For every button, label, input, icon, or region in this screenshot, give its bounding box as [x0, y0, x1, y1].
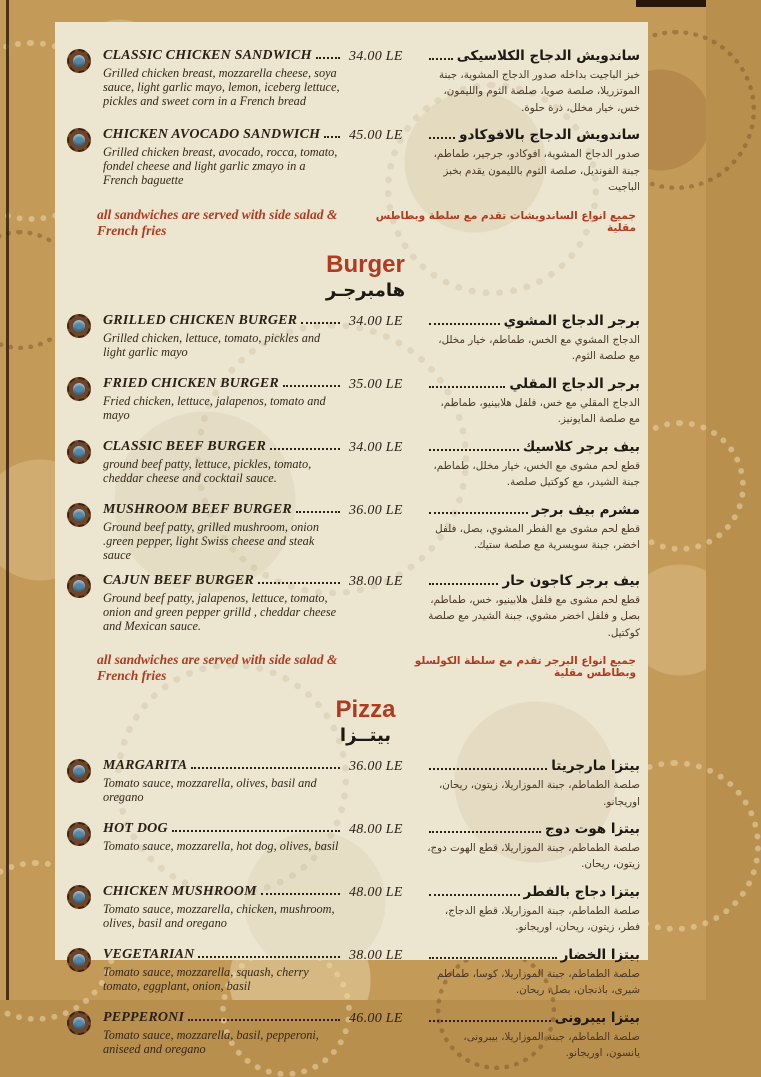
item-desc-ar: قطع لحم مشوى مع الفطر المشوي، بصل، فلفل اخضر، جبنة سويسرية مع صلصة ستيك. [435, 522, 640, 552]
item-name-en: HOT DOG [103, 820, 168, 836]
item-desc-ar: صلصة الطماطم، جبنة الموزاريلا، زيتون، ريحان، اوريجانو. [438, 779, 640, 808]
item-desc-ar: الدجاج المشوي مع الخس، طماطم، خيار مخلل، مع صلصة الثوم. [438, 333, 640, 363]
menu-item-row [61, 1010, 640, 1062]
serving-note-ar: جميع انواع الساندويشات تقدم مع سلطة وبطاطس مقلية [375, 209, 636, 234]
dot-leader [429, 894, 520, 896]
serving-note-en: all sandwiches are served with side salad & French fries [97, 652, 338, 684]
item-price: 34.00 LE [349, 49, 403, 64]
menu-item-row [61, 127, 640, 195]
item-name-en: GRILLED CHICKEN BURGER [103, 312, 298, 328]
item-desc-en: Tomato sauce, mozzarella, basil, pepperoni, aniseed and oregano [103, 1027, 319, 1056]
section-pizza [61, 696, 640, 1062]
dot-leader [429, 583, 498, 585]
item-name-ar: بيتزا الخضار [560, 946, 640, 963]
stamp-badge-icon [67, 377, 91, 401]
item-desc-en: Fried chicken, lettuce, jalapenos, tomato and mayo [103, 393, 326, 422]
item-price: 35.00 LE [349, 376, 403, 392]
stamp-badge-icon [67, 128, 91, 152]
menu-item-row [61, 884, 640, 936]
section-heading-en: Burger [326, 250, 405, 278]
item-price: 48.00 LE [349, 884, 403, 900]
stamp-badge-icon [67, 885, 91, 909]
item-price: 34.00 LE [349, 439, 403, 455]
item-name-en: PEPPERONI [103, 1009, 185, 1025]
menu-item-row [61, 376, 640, 428]
stamp-badge-icon [67, 574, 91, 598]
section-heading-en: Pizza [335, 696, 396, 724]
item-name-en: MUSHROOM BEEF BURGER [103, 501, 292, 517]
item-name-en: VEGETARIAN [103, 946, 195, 962]
item-desc-en: Tomato sauce, mozzarella, chicken, mushroom, olives, basil and oregano [103, 901, 335, 930]
item-name-en: FRIED CHICKEN BURGER [103, 375, 279, 391]
item-desc-ar: قطع لحم مشوى مع الخس، خيار مخلل، طماطم، جبنة الشيدر، مع كوكتيل صلصة. [433, 459, 640, 489]
item-desc-en: Grilled chicken breast, mozzarella cheese, soya sauce, light garlic mayo, lemon, iceberg lettuce, pickles and sweet corn in a French bread [103, 66, 340, 108]
item-name-en: CHICKEN AVOCADO SANDWICH [103, 127, 321, 143]
item-name-ar: بيتزا هوت دوج [545, 820, 640, 837]
dot-leader [429, 386, 505, 388]
stamp-badge-icon [67, 503, 91, 527]
item-name-en: CLASSIC BEEF BURGER [103, 438, 267, 454]
dot-leader [429, 449, 519, 451]
menu-item-row [61, 758, 640, 810]
section-heading-ar: بيتــزا [339, 725, 392, 747]
item-name-ar: ساندويش الدجاج الكلاسيكى [456, 48, 640, 64]
dot-leader [429, 957, 557, 959]
item-desc-en: Ground beef patty, grilled mushroom, onion .green pepper, light Swiss cheese and steak sauce [103, 519, 319, 562]
item-desc-ar: قطع لحم مشوى مع فلفل هلابينيو، خس، طماطم، بصل و فلفل اخضر مشوي، جبنة الشيدر مع صلصة كوكتيل. [428, 593, 640, 639]
dot-leader [283, 385, 340, 387]
item-name-ar: بيتزا بيبرونى [554, 1009, 640, 1026]
stamp-badge-icon [67, 440, 91, 464]
item-desc-en: ground beef patty, lettuce, pickles, tomato, cheddar cheese and cocktail sauce. [103, 456, 312, 485]
menu-item-row [61, 313, 640, 365]
item-desc-ar: صلصة الطماطم، جبنة الموزاريلا، قطع الدجاج، فطر، زيتون، ريحان، اوريجانو. [444, 904, 640, 934]
item-desc-en: Grilled chicken breast, avocado, rocca, tomato, fondel cheese and light garlic zmayo in a French baguette [103, 145, 338, 188]
section-burger [61, 251, 640, 684]
item-price: 36.00 LE [349, 502, 403, 518]
dot-leader [429, 323, 500, 325]
dot-leader [261, 893, 340, 895]
menu-item-row [61, 502, 640, 562]
stamp-badge-icon [67, 1011, 91, 1035]
dot-leader [191, 767, 340, 769]
menu-item-row [61, 947, 640, 999]
stamp-badge-icon [67, 759, 91, 783]
item-price: 48.00 LE [349, 821, 403, 837]
item-desc-ar: صلصة الطماطم، جبنة الموزاريلا، بيبرونى، يانسون، اوريجانو. [463, 1030, 640, 1060]
page-binding-line [6, 0, 9, 1000]
item-desc-en: Tomato sauce, mozzarella, olives, basil and oregano [103, 776, 317, 805]
item-desc-ar: الدجاج المقلي مع خس، فلفل هلابينيو، طماطم، مع صلصة المايونيز. [440, 396, 640, 426]
item-name-en: CHICKEN MUSHROOM [103, 883, 257, 899]
stamp-badge-icon [67, 948, 91, 972]
item-price: 38.00 LE [349, 573, 403, 589]
section-heading-ar: هامبرجـر [325, 279, 406, 301]
item-name-ar: بيتزا مارجريتا [551, 758, 640, 775]
dot-leader [198, 956, 340, 958]
item-price: 34.00 LE [349, 313, 403, 329]
item-desc-en: Ground beef patty, jalapenos, lettuce, tomato, onion and green pepper grilld , cheddar cheese and Mexican sauce. [103, 590, 337, 633]
dot-leader [188, 1019, 340, 1021]
dot-leader [172, 830, 340, 832]
item-name-en: CLASSIC CHICKEN SANDWICH [103, 48, 312, 63]
stamp-badge-icon [67, 314, 91, 338]
menu-item-row [61, 439, 640, 491]
item-desc-ar: صلصة الطماطم، جبنة الموزاريلا، كوسا، طماطم شيرى، باذنجان، بصل، ريحان. [436, 967, 640, 997]
section-sandwiches [61, 48, 640, 239]
item-price: 46.00 LE [349, 1010, 403, 1026]
dot-leader [301, 322, 340, 324]
serving-note-en: all sandwiches are served with side salad & French fries [97, 206, 338, 238]
dot-leader [429, 512, 528, 514]
item-name-ar: بيف برجر كلاسيك [522, 438, 640, 455]
item-desc-ar: خبز الباجيت بداخله صدور الدجاج المشوية، جبنة الموتزريلا، صلصة صويا، صلصة الثوم والليمون، خس، خيار مخلل، ذرة حلوة. [439, 69, 640, 114]
dot-leader [316, 57, 340, 59]
item-desc-ar: صلصة الطماطم، جبنة الموزاريلا، قطع الهوت دوج، زيتون، ريحان. [427, 841, 640, 871]
dot-leader [429, 831, 541, 833]
dot-leader [296, 511, 340, 513]
item-desc-en: Tomato sauce, mozzarella, hot dog, olives, basil [103, 838, 339, 853]
stamp-badge-icon [67, 49, 91, 73]
corner-shadow [636, 0, 706, 7]
item-price: 36.00 LE [349, 759, 403, 775]
stamp-badge-icon [67, 822, 91, 846]
menu-item-row [61, 48, 640, 116]
item-name-ar: بيتزا دجاج بالفطر [523, 883, 640, 900]
dot-leader [258, 582, 340, 584]
dot-leader [429, 137, 455, 139]
item-desc-en: Tomato sauce, mozzarella, squash, cherry tomato, eggplant, onion, basil [103, 964, 309, 993]
item-desc-ar: صدور الدجاج المشوية، افوكادو، جرجير، طماطم، جبنة الفونديل، صلصة الثوم بالليمون يقدم بخبز الباجيت [433, 148, 640, 194]
item-name-en: CAJUN BEEF BURGER [103, 572, 254, 588]
item-name-ar: برجر الدجاج المقلي [509, 375, 640, 392]
item-desc-en: Grilled chicken, lettuce, tomato, pickles and light garlic mayo [103, 330, 321, 359]
menu-item-row [61, 821, 640, 873]
item-name-ar: مشرم بيف برجر [531, 501, 640, 518]
serving-note-ar: جميع انواع البرجر تقدم مع سلطة الكولسلو وبطاطس مقلية [414, 655, 636, 680]
item-name-ar: ساندويش الدجاج بالافوكادو [459, 127, 640, 144]
item-name-en: MARGARITA [103, 758, 188, 774]
item-name-ar: برجر الدجاج المشوي [503, 312, 640, 329]
dot-leader [270, 448, 340, 450]
dot-leader [324, 136, 340, 138]
serving-note [97, 652, 636, 684]
item-price: 38.00 LE [349, 947, 403, 963]
menu-item-row [61, 573, 640, 641]
item-price: 45.00 LE [349, 128, 403, 144]
serving-note [97, 207, 636, 239]
dot-leader [429, 58, 453, 60]
item-name-ar: بيف برجر كاجون حار [502, 572, 640, 589]
menu-panel [55, 22, 648, 1060]
dot-leader [429, 768, 547, 770]
dot-leader [429, 1020, 551, 1022]
